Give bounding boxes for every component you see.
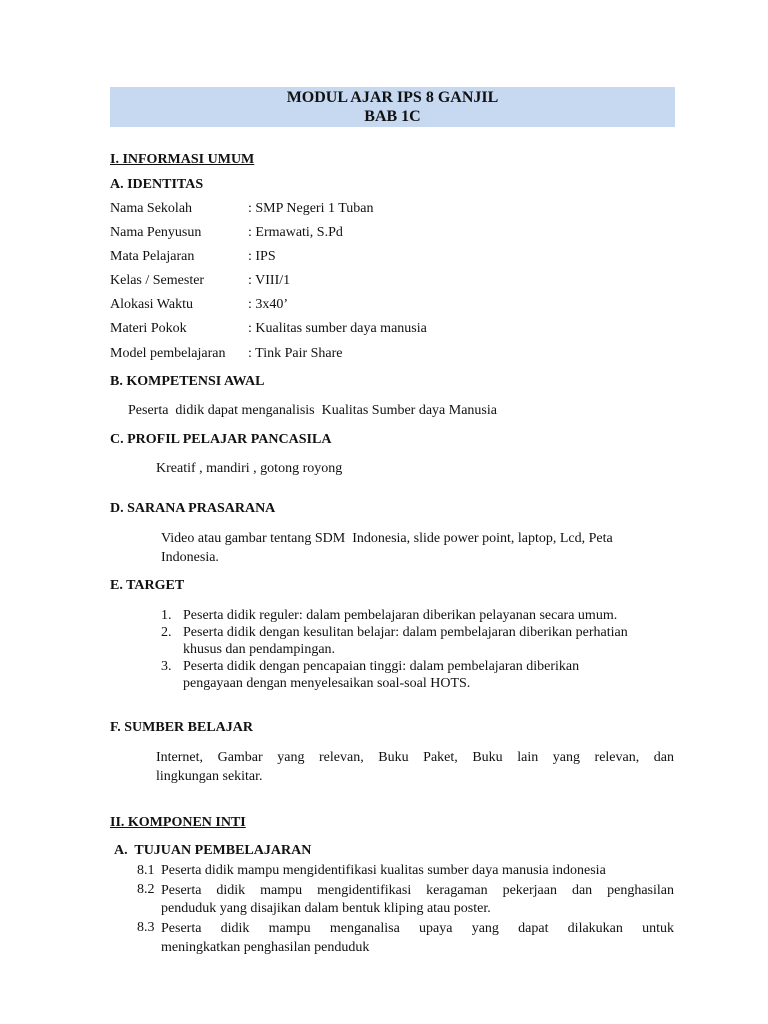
identitas-label: Kelas / Semester [110, 273, 205, 288]
section-heading-informasi-umum: I. INFORMASI UMUM [110, 152, 255, 167]
identitas-label: Mata Pelajaran [110, 249, 195, 264]
identitas-label: Alokasi Waktu [110, 297, 193, 312]
tujuan-item-number: 8.3 [137, 920, 155, 935]
document-title: MODUL AJAR IPS 8 GANJIL [286, 89, 499, 106]
identitas-value: : IPS [248, 249, 276, 264]
tujuan-item-number: 8.2 [137, 882, 155, 897]
target-item-number: 3. [161, 659, 172, 674]
identitas-value: : SMP Negeri 1 Tuban [248, 201, 374, 216]
identitas-label: Materi Pokok [110, 321, 187, 336]
tujuan-item-number: 8.1 [137, 863, 155, 878]
profil-text: Kreatif , mandiri , gotong royong [156, 461, 343, 476]
target-item-text: pengayaan dengan menyelesaikan soal-soal HOTS. [183, 676, 471, 691]
identitas-value: : Tink Pair Share [248, 346, 343, 361]
section-heading-komponen-inti: II. KOMPONEN INTI [110, 815, 246, 830]
identitas-value: : Ermawati, S.Pd [248, 225, 343, 240]
identitas-label: Nama Sekolah [110, 201, 193, 216]
identitas-value: : VIII/1 [248, 273, 291, 288]
sarana-text: Video atau gambar tentang SDM Indonesia, slide power point, laptop, Lcd, Peta [161, 531, 613, 546]
target-item-text: Peserta didik dengan pencapaian tinggi: dalam pembelajaran diberikan [183, 659, 580, 674]
identitas-label: Model pembelajaran [110, 346, 226, 361]
title-box [110, 87, 675, 127]
heading-kompetensi-awal: B. KOMPETENSI AWAL [110, 374, 265, 389]
heading-tujuan-pembelajaran: A. TUJUAN PEMBELAJARAN [114, 843, 312, 858]
kompetensi-text: Peserta didik dapat menganalisis Kualitas Sumber daya Manusia [128, 403, 497, 418]
document-subtitle: BAB 1C [364, 108, 421, 125]
heading-identitas: A. IDENTITAS [110, 177, 204, 192]
tujuan-item-text: meningkatkan penghasilan penduduk [161, 940, 370, 955]
identitas-label: Nama Penyusun [110, 225, 202, 240]
heading-profil-pelajar: C. PROFIL PELAJAR PANCASILA [110, 432, 332, 447]
identitas-value: : Kualitas sumber daya manusia [248, 321, 427, 336]
heading-sumber-belajar: F. SUMBER BELAJAR [110, 720, 254, 735]
target-item-number: 1. [161, 608, 172, 623]
tujuan-item-text: Peserta didik mampu menganalisa upaya yang dapat dilakukan untuk [161, 921, 674, 936]
heading-target: E. TARGET [110, 578, 185, 593]
target-item-text: Peserta didik dengan kesulitan belajar: dalam pembelajaran diberikan perhatian [183, 625, 628, 640]
sarana-text: Indonesia. [161, 550, 219, 565]
tujuan-item-text: Peserta didik mampu mengidentifikasi keragaman pekerjaan dan penghasilan [161, 883, 674, 898]
tujuan-item-text: penduduk yang disajikan dalam bentuk kliping atau poster. [161, 901, 491, 916]
identitas-value: : 3x40’ [248, 297, 289, 312]
sumber-text: Internet, Gambar yang relevan, Buku Paket, Buku lain yang relevan, dan [156, 750, 674, 765]
tujuan-item-text: Peserta didik mampu mengidentifikasi kualitas sumber daya manusia indonesia [161, 863, 606, 878]
target-item-text: khusus dan pendampingan. [183, 642, 336, 657]
target-item-number: 2. [161, 625, 172, 640]
target-item-text: Peserta didik reguler: dalam pembelajaran diberikan pelayanan secara umum. [183, 608, 618, 623]
heading-sarana-prasarana: D. SARANA PRASARANA [110, 501, 276, 516]
sumber-text: lingkungan sekitar. [156, 769, 263, 784]
